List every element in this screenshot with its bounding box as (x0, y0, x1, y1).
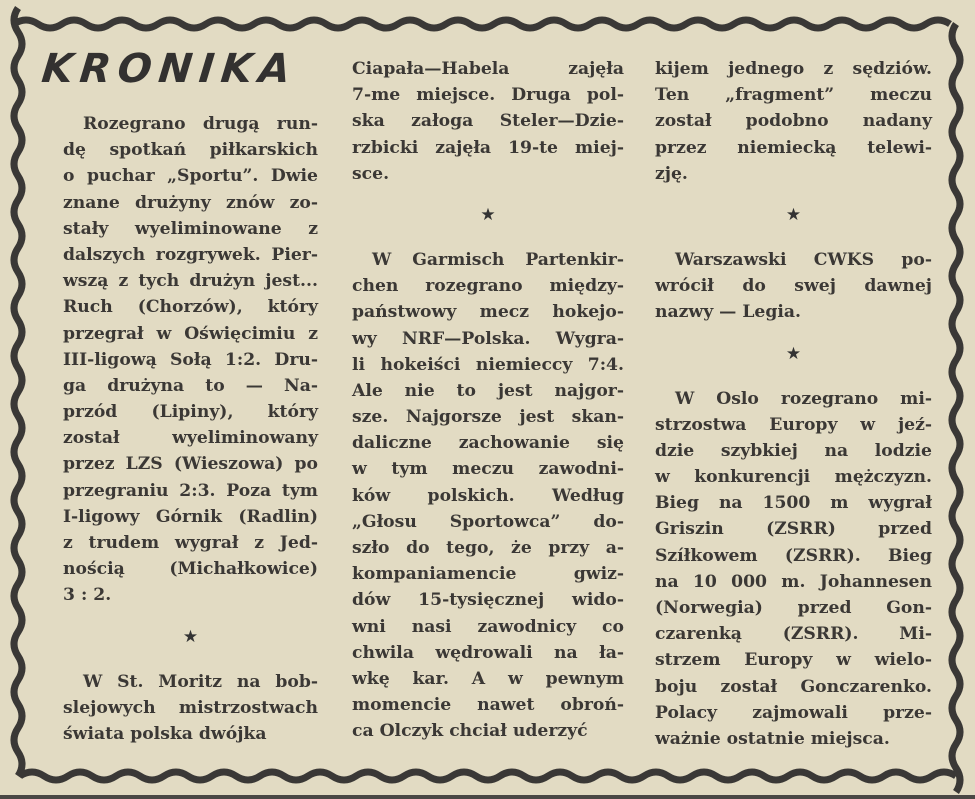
text-line: Ale nie to jest najgor- (352, 380, 624, 401)
column-3 (655, 56, 932, 752)
article-paragraph (655, 56, 932, 187)
text-line: w konkurencji mężczyzn. (655, 467, 932, 488)
article-paragraph (63, 669, 318, 748)
text-line: przegraniu 2:3. Poza tym (63, 480, 318, 501)
article-paragraph (352, 56, 624, 187)
text-line: ków polskich. Według (352, 485, 624, 506)
text-line: z trudem wygrał z Jed- (63, 533, 318, 553)
text-line: kompaniamencie gwiz- (352, 564, 624, 585)
text-line: dalszych rozgrywek. Pier- (63, 244, 318, 265)
text-line: I-ligowy Górnik (Radlin) (63, 506, 318, 527)
text-line: na 10 000 m. Johannesen (655, 571, 932, 592)
text-line: ga drużyna to — Na- (63, 375, 318, 396)
text-line: przez LZS (Wieszowa) po (63, 454, 318, 475)
text-line: świata polska dwójka (63, 723, 267, 744)
text-line: Ciapała—Habela zajęła (352, 59, 624, 79)
text-line: wy NRF—Polska. Wygra- (352, 328, 624, 349)
text-line: chwila wędrowali na ła- (352, 642, 624, 663)
column-2 (352, 56, 624, 745)
text-line: czarenką (ZSRR). Mi- (655, 624, 932, 645)
text-line: (Norwegia) przed Gon- (655, 598, 932, 618)
text-line: Griszin (ZSRR) przed (655, 519, 932, 540)
text-line: znane drużyny znów zo- (63, 192, 318, 213)
text-line: wni nasi zawodnicy co (352, 616, 624, 637)
text-line: stały wyeliminowane z (63, 218, 318, 239)
bottom-rule (0, 795, 975, 799)
text-line: III-ligową Sołą 1:2. Dru- (63, 349, 318, 370)
text-line: Warszawski CWKS po- (675, 249, 932, 270)
text-line: wkę kar. A w pewnym (352, 668, 624, 689)
text-line: ważnie ostatnie miejsca. (655, 728, 890, 749)
text-line: przód (Lipiny), który (63, 402, 318, 423)
text-line: Ten „fragment” meczu (655, 85, 932, 106)
text-line: dę spotkań piłkarskich (63, 140, 318, 161)
text-line: kijem jednego z sędziów. (655, 59, 932, 79)
text-line: dów 15-tysięcznej wido- (352, 590, 624, 611)
text-line: wszą z tych drużyn jest... (63, 271, 318, 292)
text-line: ska załoga Steler—Dzie- (352, 111, 624, 132)
text-line: szło do tego, że przy a- (352, 538, 624, 558)
article-paragraph (655, 386, 932, 753)
star-separator-icon: ★ (480, 204, 496, 225)
text-line: rzbicki zajęła 19-te miej- (352, 137, 624, 158)
article-paragraph (352, 247, 624, 745)
text-line: Szíłkowem (ZSRR). Bieg (655, 545, 932, 566)
text-line: strzem Europy w wielo- (655, 650, 932, 671)
text-line: przez niemiecką telewi- (655, 137, 932, 158)
text-line: Ruch (Chorzów), który (63, 297, 318, 318)
text-line: państwowy mecz hokejo- (352, 302, 624, 323)
text-line: momencie nawet obroń- (352, 695, 624, 716)
star-separator-icon: ★ (182, 626, 199, 647)
text-line: został wyeliminowany (63, 428, 318, 449)
article-paragraph (655, 247, 932, 326)
text-line: przegrał w Oświęcimiu z (63, 323, 318, 344)
text-line: W Garmisch Partenkir- (372, 249, 624, 270)
text-line: W Oslo rozegrano mi- (675, 388, 932, 409)
star-separator-icon: ★ (785, 343, 802, 364)
text-line: slejowych mistrzostwach (63, 697, 318, 718)
star-separator-icon: ★ (785, 204, 802, 225)
text-line: nazwy — Legia. (655, 302, 802, 323)
page-title: KRONIKA (39, 46, 300, 92)
text-line: Rozegrano drugą run- (83, 114, 318, 134)
text-line: „Głosu Sportowca” do- (352, 511, 624, 532)
text-line: ca Olczyk chciał uderzyć (352, 721, 588, 742)
text-line: sce. (352, 163, 390, 184)
text-line: Bieg na 1500 m wygrał (655, 493, 932, 514)
text-line: 3 : 2. (63, 585, 112, 606)
text-line: daliczne zachowanie się (352, 433, 624, 454)
article-paragraph (63, 111, 318, 609)
text-line: zję. (655, 163, 688, 184)
text-line: o puchar „Sportu”. Dwie (63, 166, 318, 187)
text-line: dzie szybkiej na lodzie (655, 440, 932, 461)
text-line: 7-me miejsce. Druga pol- (352, 85, 624, 106)
text-line: został podobno nadany (655, 111, 932, 132)
text-line: strzostwa Europy w jeź- (655, 414, 932, 435)
text-line: li hokeiści niemieccy 7:4. (352, 354, 624, 375)
text-line: nością (Michałkowice) (63, 559, 318, 580)
text-line: Polacy zajmowali prze- (655, 702, 932, 723)
text-line: wrócił do swej dawnej (655, 276, 932, 297)
text-line: w tym meczu zawodni- (352, 459, 624, 480)
text-line: sze. Najgorsze jest skan- (352, 407, 624, 428)
text-line: boju został Gonczarenko. (655, 676, 932, 697)
text-line: W St. Moritz na bob- (83, 671, 318, 692)
text-line: chen rozegrano między- (352, 276, 624, 297)
column-1 (63, 111, 318, 747)
